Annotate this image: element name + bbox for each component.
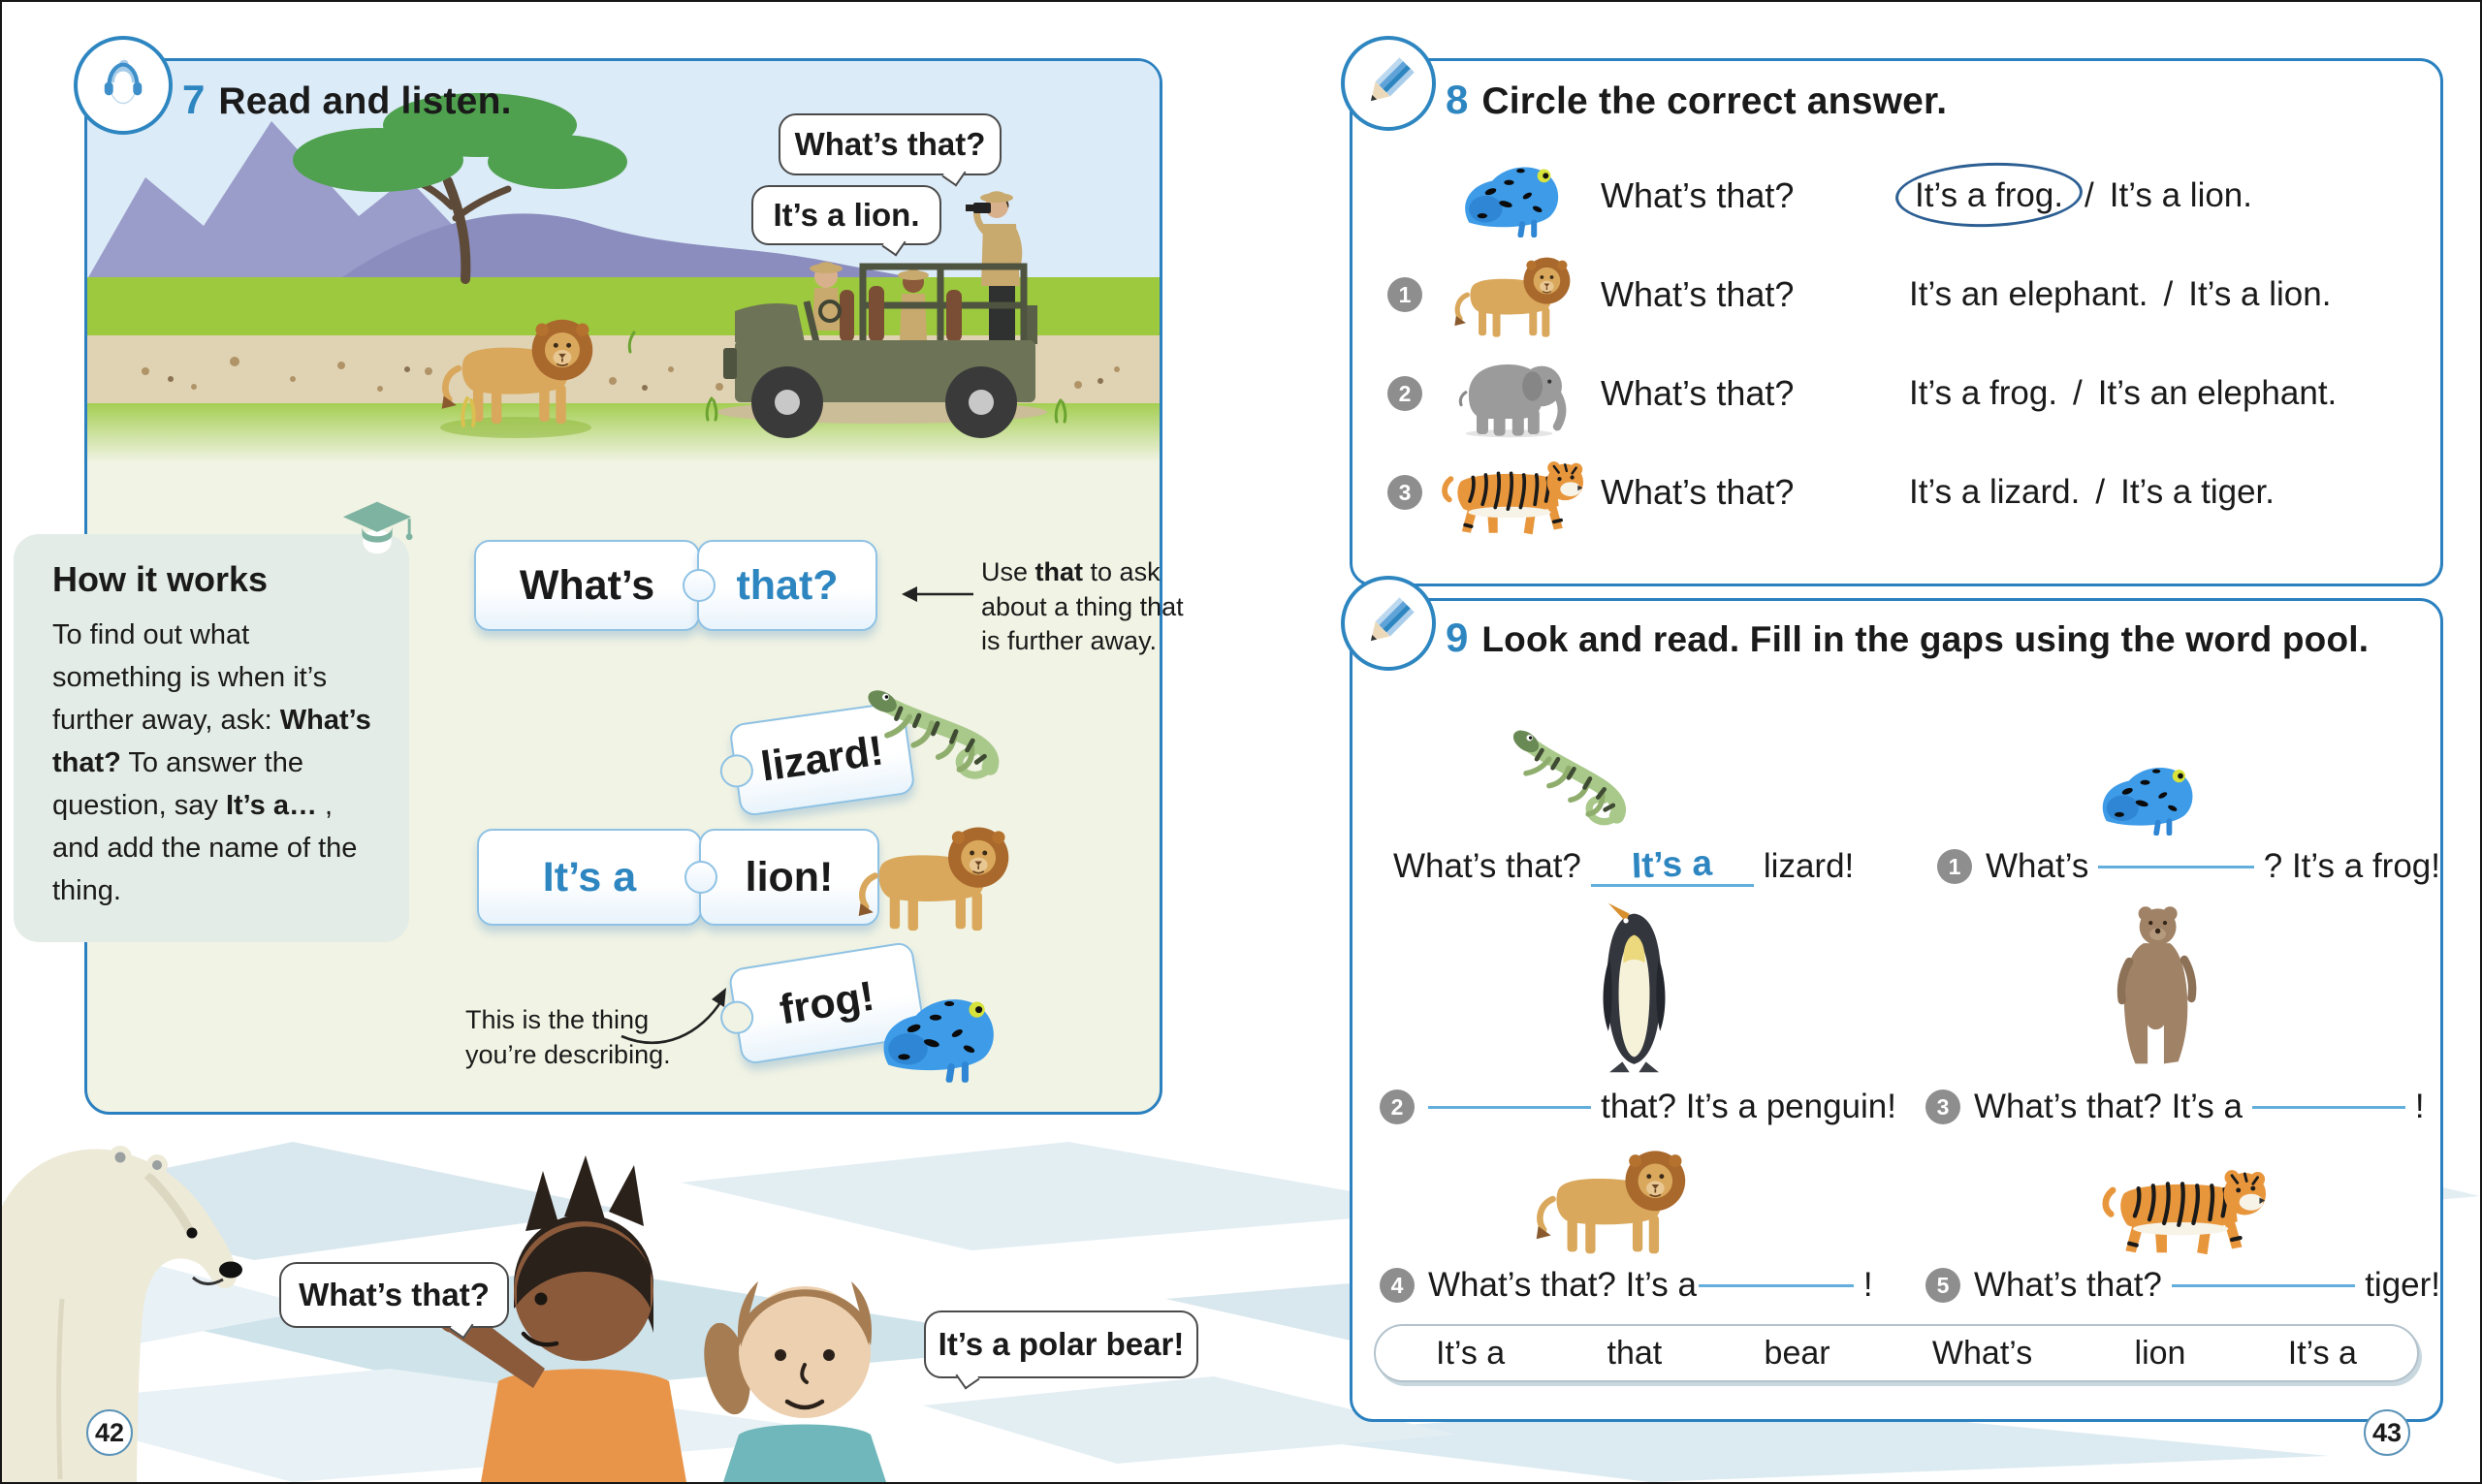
page-number-43: 43 — [2371, 1417, 2402, 1447]
exercise7-title: Read and listen. — [218, 80, 512, 122]
tiger-image — [1438, 449, 1585, 536]
exercise9-number: 9 — [1446, 615, 1469, 660]
exercise7-panel — [52, 58, 1184, 1115]
exercise9-item-2 — [1352, 1088, 1896, 1126]
exercise9-sentence-row-2 — [1352, 1080, 2440, 1134]
puzzle-lizard-text: lizard! — [757, 726, 886, 791]
answer-gap — [1591, 842, 1754, 887]
word-pool — [1374, 1324, 2419, 1382]
exercise7-header — [182, 77, 512, 123]
word-pool-word: lion — [2134, 1334, 2186, 1372]
arrow-to-that-piece — [898, 583, 975, 606]
item-number-badge: 2 — [1387, 376, 1422, 411]
sentence-text: What’s that? It’s a — [1428, 1266, 1697, 1304]
answer-gap — [2098, 866, 2253, 868]
lizard-image — [856, 671, 1024, 805]
how-it-works-text: To answer the question, say — [52, 747, 303, 822]
exercise9-title: Look and read. Fill in the gaps using the word pool. — [1481, 619, 2370, 659]
sentence-text: What’s that? It’s a — [1974, 1088, 2243, 1125]
sentence-text: What’s — [1986, 847, 2089, 885]
exercise9-image-row-3 — [1352, 1134, 2440, 1256]
puzzle-piece-that — [697, 540, 877, 631]
exercise8-title: Circle the correct answer. — [1481, 80, 1948, 122]
puzzle-row-whats-that — [474, 540, 877, 631]
exercise9-item-1 — [1896, 847, 2440, 886]
how-it-works-body — [52, 614, 380, 913]
pencil-icon — [1341, 36, 1436, 131]
puzzle-whats-text: What’s — [519, 561, 655, 609]
option-separator: / — [2163, 275, 2174, 313]
option-separator: / — [2073, 374, 2083, 412]
lizard-image — [1503, 729, 1645, 836]
frog-image — [1457, 154, 1566, 237]
item-number-badge: 1 — [1387, 277, 1422, 312]
item-number-badge: 3 — [1925, 1089, 1960, 1124]
girl-answer-text: It’s a polar bear! — [938, 1326, 1185, 1362]
how-it-works-title: How it works — [52, 559, 269, 599]
puzzle-knob — [683, 569, 716, 602]
scene-answer-text: It’s a lion. — [773, 197, 920, 233]
puzzle-itsa-text: It’s a — [542, 853, 637, 900]
exercise7-number: 7 — [182, 77, 206, 122]
puzzle-piece-itsa — [477, 829, 702, 926]
option-text: It’s an elephant. — [2097, 374, 2338, 412]
option-text: It’s an elephant. — [1909, 275, 2148, 313]
how-it-works-bold-phrase: What’s that? — [52, 705, 371, 779]
how-it-works-bold-phrase: It’s a… — [225, 790, 317, 822]
answer-gap — [1699, 1284, 1854, 1287]
word-pool-word: bear — [1764, 1334, 1830, 1372]
puzzle-frog-text: frog! — [776, 972, 878, 1033]
exercise8-row-2 — [1387, 344, 2407, 443]
boy-question-bubble — [279, 1262, 509, 1328]
elephant-image — [1453, 349, 1570, 438]
puzzle-lion-text: lion! — [745, 853, 834, 900]
sentence-text: tiger! — [2365, 1266, 2440, 1304]
word-pool-word: It’s a — [2287, 1334, 2357, 1372]
curved-arrow-to-frog-piece — [616, 980, 738, 1050]
answer-gap — [1428, 1106, 1591, 1109]
option-separator: / — [2095, 473, 2106, 511]
item-number-badge: 4 — [1380, 1268, 1415, 1303]
exercise9-image-row-2 — [1352, 894, 2440, 1076]
puzzle-that-text: that? — [736, 561, 839, 609]
page-number-left — [86, 1409, 133, 1456]
lion-image — [1531, 1143, 1690, 1256]
scene-answer-bubble — [751, 185, 941, 245]
graduation-cap-icon — [339, 497, 415, 562]
page-number-right — [2364, 1409, 2410, 1456]
boy-question-text: What’s that? — [299, 1277, 490, 1312]
answer-gap — [2252, 1106, 2405, 1109]
pencil-icon — [1341, 576, 1436, 671]
exercise9-header — [1446, 615, 2369, 661]
exercise9-item-example — [1352, 842, 1896, 887]
item-number-badge: 1 — [1937, 849, 1972, 884]
word-pool-word: What’s — [1931, 1334, 2033, 1372]
penguin-image — [1587, 900, 1681, 1076]
sentence-text: ! — [1862, 1266, 1873, 1304]
sentence-text: What’s that? — [1393, 847, 1581, 885]
sentence-text: What’s that? — [1974, 1266, 2162, 1304]
exercise8-row-example — [1387, 146, 2407, 245]
item-number-badge: 5 — [1925, 1268, 1960, 1303]
girl-answer-bubble — [924, 1310, 1198, 1378]
puzzle-row-itsa-lion — [477, 829, 879, 926]
exercise8-row-1 — [1387, 245, 2407, 344]
exercise8-number: 8 — [1446, 77, 1469, 122]
option-separator: / — [2084, 176, 2094, 214]
note-that-bold: that — [1034, 557, 1084, 586]
sentence-text: ! — [2414, 1088, 2425, 1125]
tiger-image — [2098, 1155, 2268, 1256]
frog-image — [875, 984, 1002, 1083]
scene-question-text: What’s that? — [794, 126, 986, 162]
sentence-text: that? It’s a penguin! — [1601, 1088, 1896, 1125]
exercise9-sentence-row-1 — [1352, 839, 2440, 894]
option-text: It’s a lion. — [2109, 176, 2252, 214]
question-text: What’s that? — [1601, 274, 1795, 314]
item-number-badge: 3 — [1387, 475, 1422, 510]
question-text: What’s that? — [1601, 373, 1795, 413]
option-text: It’s a frog. — [1909, 374, 2058, 412]
puzzle-notch — [718, 752, 755, 789]
exercise9-item-3 — [1896, 1088, 2440, 1126]
page-number-42: 42 — [94, 1417, 125, 1447]
option-text: It’s a lion. — [2188, 275, 2332, 313]
word-pool-word: It’s a — [1436, 1334, 1506, 1372]
exercise8-row-3 — [1387, 443, 2407, 542]
puzzle-piece-whats — [474, 540, 700, 631]
answer-circle — [1894, 160, 2084, 231]
how-it-works-box — [14, 534, 409, 942]
exercise8-panel — [1350, 58, 2443, 586]
how-it-works-text: , and add the name of the thing. — [52, 790, 358, 907]
note-that — [981, 555, 1189, 659]
option-text: It’s a tiger. — [2120, 473, 2275, 511]
sentence-text: lizard! — [1763, 847, 1855, 885]
exercise8-header — [1446, 77, 1947, 123]
word-pool-word: that — [1607, 1334, 1663, 1372]
exercise9-panel — [1350, 598, 2443, 1422]
answer-gap — [2172, 1284, 2355, 1287]
example-answer-text: It’s a — [1631, 842, 1714, 886]
lion-image — [853, 819, 1013, 933]
headphones-icon — [74, 36, 173, 135]
question-text: What’s that? — [1601, 175, 1795, 215]
option-text: It’s a lizard. — [1909, 473, 2081, 511]
puzzle-knob — [684, 861, 717, 894]
exercise9-image-row-1 — [1352, 673, 2440, 836]
note-that-text: Use — [981, 557, 1035, 586]
question-text: What’s that? — [1601, 472, 1795, 512]
scene-question-bubble — [779, 113, 1002, 175]
exercise9-item-5 — [1896, 1266, 2440, 1305]
exercise9-item-4 — [1352, 1266, 1896, 1305]
sentence-text: ? It’s a frog! — [2263, 847, 2440, 885]
exercise8-rows — [1387, 146, 2407, 542]
note-frog-text: This is the thing you’re describing. — [465, 1005, 671, 1069]
frog-image — [2095, 755, 2200, 836]
exercise9-sentence-row-3 — [1352, 1258, 2440, 1312]
lion-image — [1450, 251, 1574, 339]
option-text: It’s a frog. — [1915, 176, 2064, 214]
item-number-badge: 2 — [1380, 1089, 1415, 1124]
note-that-text: to ask about a thing that is further away. — [981, 557, 1184, 656]
bear-image — [2107, 902, 2204, 1076]
how-it-works-text: To find out what something is when it’s further away, ask: — [52, 619, 328, 737]
